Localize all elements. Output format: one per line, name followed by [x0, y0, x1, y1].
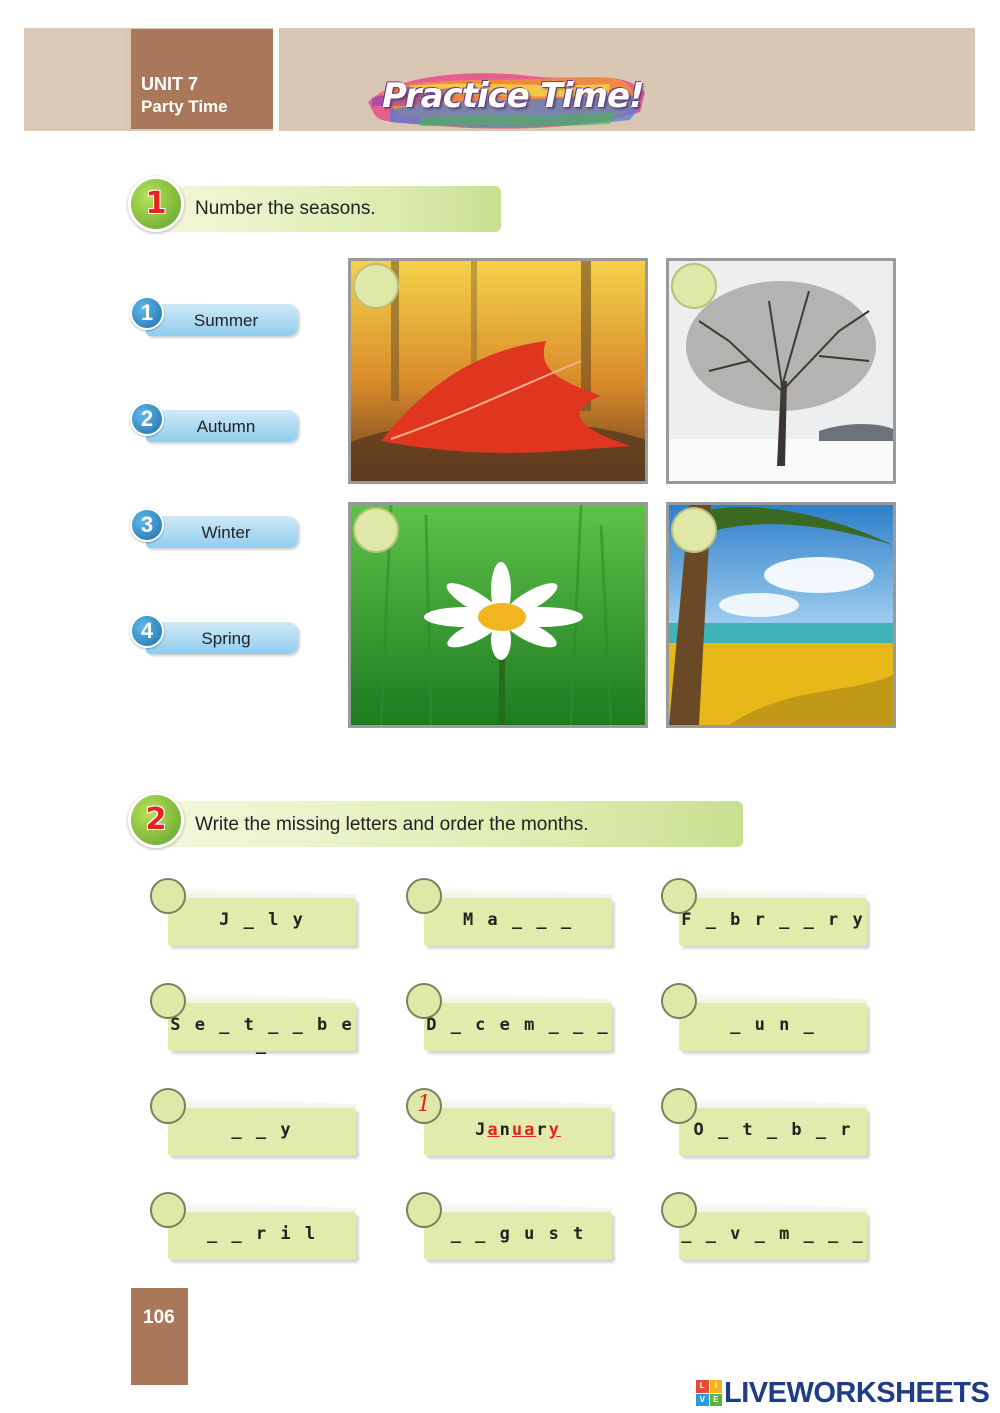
- season-number: 2: [130, 402, 164, 436]
- month-word[interactable]: J _ l y: [219, 910, 305, 930]
- season-pill: [146, 410, 298, 442]
- month-order-circle[interactable]: [150, 1088, 186, 1124]
- month-order-circle[interactable]: [406, 983, 442, 1019]
- month-word[interactable]: S e _ t _ _ b e _: [170, 1015, 354, 1055]
- spring-daisy-photo: [348, 502, 648, 728]
- month-order-circle[interactable]: [150, 878, 186, 914]
- month-order-circle[interactable]: [661, 983, 697, 1019]
- liveworksheets-logo: [696, 1378, 989, 1408]
- season-number: 3: [130, 508, 164, 542]
- spring-answer-circle[interactable]: [353, 507, 399, 553]
- exercise2-number-badge: [128, 792, 184, 848]
- season-pill: [146, 622, 298, 654]
- season-pill: [146, 516, 298, 548]
- month-word[interactable]: _ _ y: [231, 1120, 293, 1140]
- season-item-autumn: [130, 402, 302, 442]
- winter-answer-circle[interactable]: [671, 263, 717, 309]
- month-order-circle: [406, 1088, 442, 1124]
- month-item-february: [661, 878, 871, 950]
- month-order: 1: [417, 1092, 431, 1117]
- month-order-circle[interactable]: [661, 1192, 697, 1228]
- practice-time-banner: [360, 62, 660, 136]
- month-order-circle[interactable]: [406, 1192, 442, 1228]
- season-label: Autumn: [196, 417, 256, 436]
- exercise2-number: 2: [145, 802, 167, 837]
- month-item-january-example: [406, 1088, 616, 1160]
- month-item-november: [661, 1192, 871, 1264]
- season-item-summer: [130, 296, 302, 336]
- autumn-answer-circle[interactable]: [353, 263, 399, 309]
- month-item-august: [406, 1192, 616, 1264]
- exercise1-number-badge: [128, 176, 184, 232]
- season-label: Winter: [201, 523, 251, 542]
- month-word[interactable]: F _ b r _ _ r y: [681, 910, 865, 930]
- month-word[interactable]: _ _ g u s t: [450, 1224, 586, 1244]
- season-pill: [146, 304, 298, 336]
- month-word-example: [424, 1120, 612, 1140]
- winter-tree-photo: [666, 258, 896, 484]
- month-order-circle[interactable]: [661, 878, 697, 914]
- liveworksheets-wordmark: LIVEWORKSHEETS: [724, 1376, 990, 1409]
- summer-answer-circle[interactable]: [671, 507, 717, 553]
- month-order-circle[interactable]: [150, 983, 186, 1019]
- page-number-box: [131, 1288, 188, 1385]
- month-order-circle[interactable]: [150, 1192, 186, 1228]
- season-item-spring: [130, 614, 302, 654]
- unit-title: Party Time: [141, 97, 228, 116]
- month-word[interactable]: _ _ r i l: [206, 1224, 318, 1244]
- liveworksheets-mark-icon: L I V E: [696, 1380, 722, 1406]
- month-item-october: [661, 1088, 871, 1160]
- month-word[interactable]: D _ c e m _ _ _: [426, 1015, 610, 1035]
- month-item-july: [150, 878, 360, 950]
- exercise2-instruction: Write the missing letters and order the months.: [195, 814, 589, 835]
- header-left-pad: [24, 28, 126, 131]
- month-word[interactable]: O _ t _ b _ r: [693, 1120, 853, 1140]
- summer-beach-photo: [666, 502, 896, 728]
- autumn-leaf-photo: [348, 258, 648, 484]
- season-number: 4: [130, 614, 164, 648]
- month-item-march: [406, 878, 616, 950]
- season-label: Spring: [201, 629, 251, 648]
- month-word[interactable]: _ u n _: [730, 1015, 816, 1035]
- month-item-september: [150, 983, 360, 1055]
- page-number: 106: [143, 1307, 175, 1328]
- example-answer-rendered: January: [475, 1120, 561, 1140]
- unit-label: UNIT 7: [141, 74, 199, 94]
- month-order-circle[interactable]: [406, 878, 442, 914]
- season-item-winter: [130, 508, 302, 548]
- month-word[interactable]: M a _ _ _: [462, 910, 574, 930]
- season-number: 1: [130, 296, 164, 330]
- unit-box: [131, 29, 273, 129]
- practice-time-title: Practice Time!: [382, 76, 644, 116]
- header-divider: [273, 28, 279, 131]
- month-item-may: [150, 1088, 360, 1160]
- exercise1-instruction: Number the seasons.: [195, 198, 376, 219]
- season-label: Summer: [193, 311, 259, 330]
- month-item-december: [406, 983, 616, 1055]
- month-order-circle[interactable]: [661, 1088, 697, 1124]
- month-word[interactable]: _ _ v _ m _ _ _: [681, 1224, 865, 1244]
- month-item-april: [150, 1192, 360, 1264]
- month-item-june: [661, 983, 871, 1055]
- exercise1-number: 1: [145, 186, 167, 221]
